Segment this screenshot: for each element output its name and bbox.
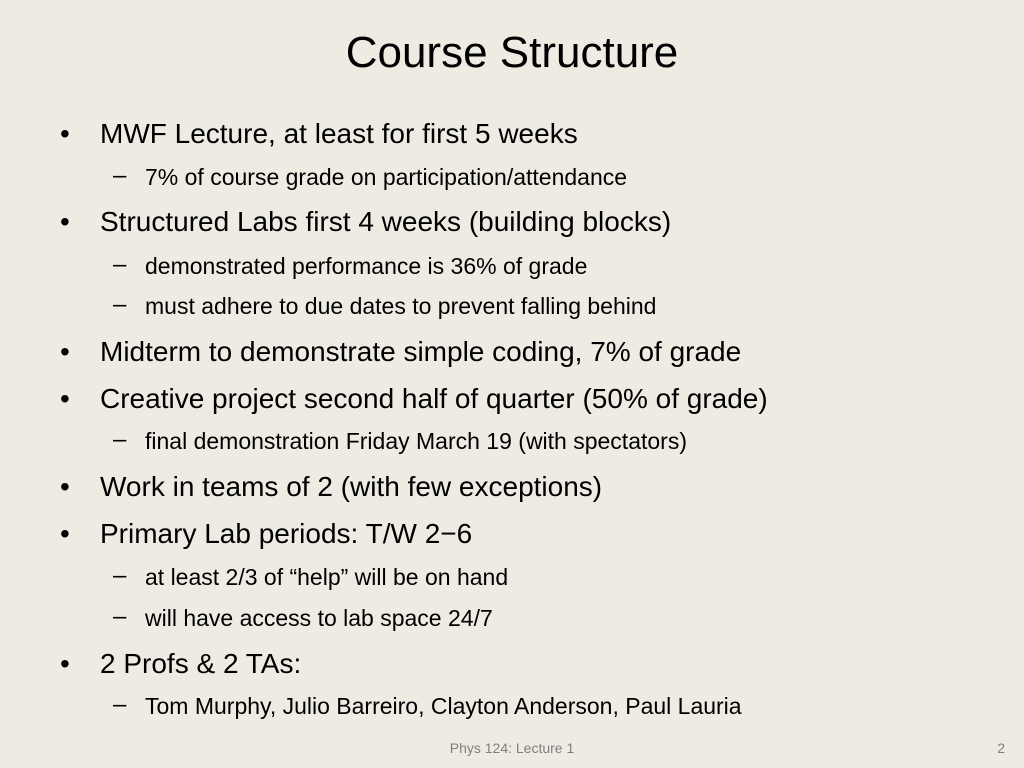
bullet-marker: • [60, 336, 70, 367]
bullet-item [60, 382, 768, 416]
bullet-item [60, 647, 302, 681]
bullet-marker: • [60, 648, 70, 679]
dash-marker: – [113, 603, 127, 630]
bullet-item [60, 517, 473, 551]
dash-marker: – [113, 426, 127, 453]
bullet-item [60, 470, 603, 504]
bullet-text: Creative project second half of quarter (50% of grade) [100, 383, 768, 414]
bullet-text: 2 Profs & 2 TAs: [100, 648, 302, 679]
slide-number: 2 [997, 740, 1005, 756]
bullet-text: MWF Lecture, at least for first 5 weeks [100, 118, 578, 149]
bullet-item [60, 205, 672, 239]
bullet-marker: • [60, 206, 70, 237]
slide-title: Course Structure [345, 28, 679, 77]
sub-bullet-text: must adhere to due dates to prevent falling behind [145, 293, 657, 319]
bullet-marker: • [60, 518, 70, 549]
sub-bullet-text: 7% of course grade on participation/attendance [145, 164, 628, 190]
sub-bullet-text: will have access to lab space 24/7 [145, 605, 493, 631]
sub-bullet-item [113, 603, 493, 632]
bullet-text: Work in teams of 2 (with few exceptions) [100, 471, 603, 502]
sub-bullet-item [113, 162, 628, 191]
sub-bullet-text: at least 2/3 of “help” will be on hand [145, 564, 509, 590]
sub-bullet-text: final demonstration Friday March 19 (with spectators) [145, 428, 687, 454]
footer-course-label: Phys 124: Lecture 1 [449, 740, 575, 756]
dash-marker: – [113, 562, 127, 589]
sub-bullet-text: Tom Murphy, Julio Barreiro, Clayton Anderson, Paul Lauria [145, 693, 742, 719]
sub-bullet-item [113, 291, 657, 320]
bullet-item [60, 335, 742, 369]
sub-bullet-item [113, 562, 509, 591]
dash-marker: – [113, 162, 127, 189]
dash-marker: – [113, 691, 127, 718]
bullet-marker: • [60, 471, 70, 502]
bullet-marker: • [60, 383, 70, 414]
bullet-text: Structured Labs first 4 weeks (building blocks) [100, 206, 672, 237]
bullet-text: Primary Lab periods: T/W 2−6 [100, 518, 473, 549]
dash-marker: – [113, 251, 127, 278]
sub-bullet-text: demonstrated performance is 36% of grade [145, 253, 588, 279]
sub-bullet-item [113, 691, 742, 720]
bullet-item [60, 117, 578, 151]
sub-bullet-item [113, 426, 687, 455]
bullet-text: Midterm to demonstrate simple coding, 7% of grade [100, 336, 742, 367]
dash-marker: – [113, 291, 127, 318]
sub-bullet-item [113, 251, 588, 280]
bullet-marker: • [60, 118, 70, 149]
